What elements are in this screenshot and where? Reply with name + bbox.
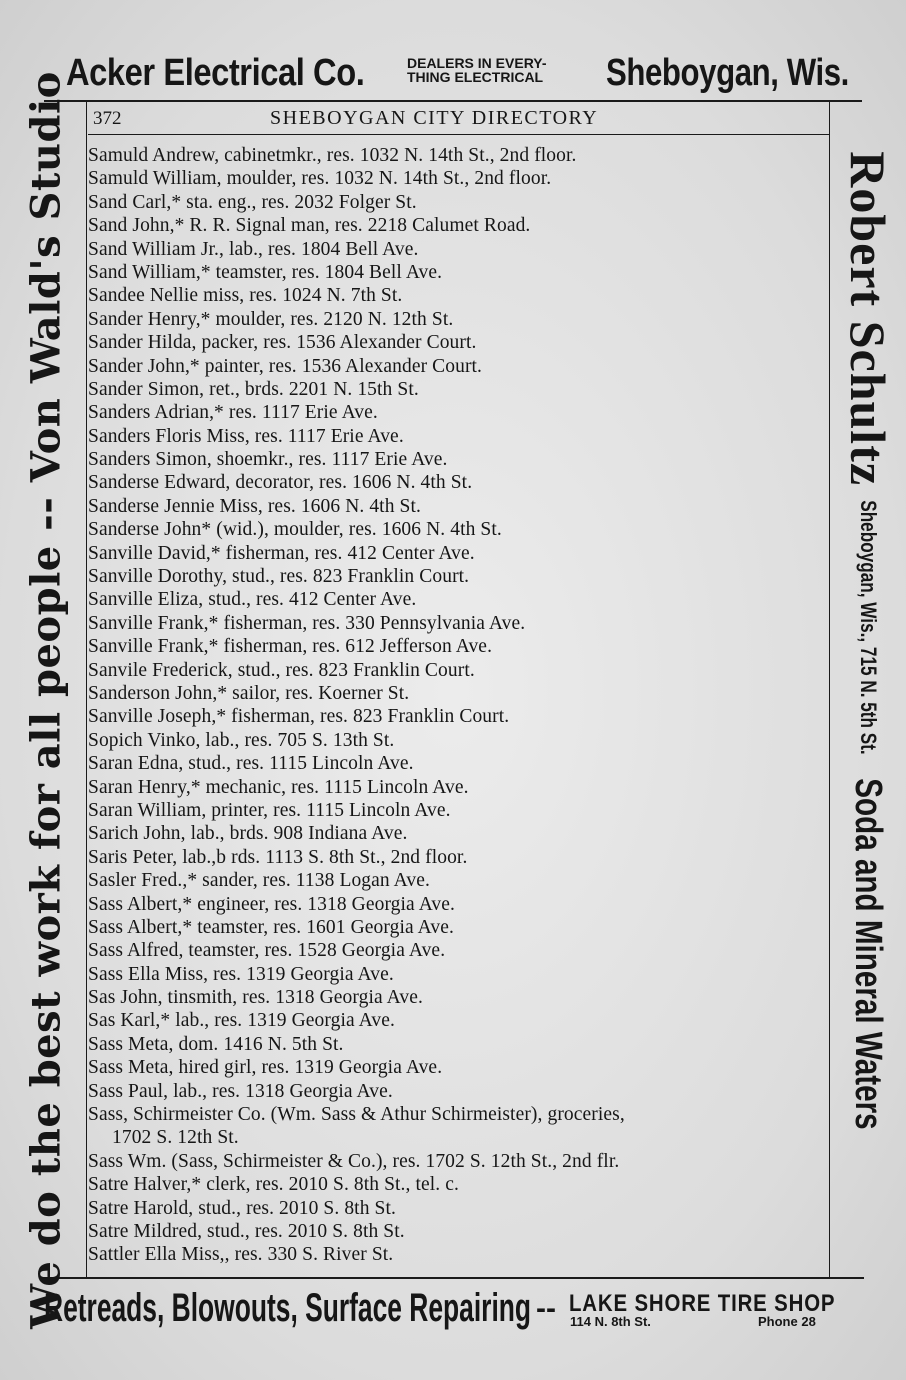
directory-entry: Sand William Jr., lab., res. 1804 Bell Ave. (88, 238, 419, 260)
directory-entry: Saran Edna, stud., res. 1115 Lincoln Ave. (88, 753, 414, 775)
directory-entry: Sanville David,* fisherman, res. 412 Center Ave. (88, 542, 475, 564)
directory-entry: Sander Simon, ret., brds. 2201 N. 15th St. (88, 378, 419, 400)
right-ad-product: Soda and Mineral Waters (847, 778, 890, 1130)
directory-entry: Sattler Ella Miss,, res. 330 S. River St. (88, 1244, 394, 1266)
frame-bottom-rule (40, 1277, 864, 1279)
right-ad-name: Robert Schultz (840, 151, 896, 487)
directory-entry: Samuld William, moulder, res. 1032 N. 14th St., 2nd floor. (88, 168, 552, 190)
directory-entry: Sander Henry,* moulder, res. 2120 N. 12th St. (88, 308, 454, 330)
directory-entry: Saran Henry,* mechanic, res. 1115 Lincoln Ave. (88, 776, 469, 798)
top-ad-dealers-line2: THING ELECTRICAL (407, 69, 544, 85)
directory-entry: Satre Mildred, stud., res. 2010 S. 8th St. (88, 1220, 405, 1242)
directory-entry: Sanders Adrian,* res. 1117 Erie Ave. (88, 402, 378, 424)
page-title: SHEBOYGAN CITY DIRECTORY (270, 107, 599, 129)
top-ad-company: Acker Electrical Co. (66, 52, 365, 94)
bottom-ad-shop: LAKE SHORE TIRE SHOP (569, 1290, 836, 1317)
right-margin-ad-text (839, 151, 897, 1229)
directory-entry: Sanville Frank,* fisherman, res. 612 Jefferson Ave. (88, 636, 493, 658)
directory-entry: Sass Albert,* engineer, res. 1318 Georgia Ave. (88, 893, 456, 915)
bottom-ad-phone: Phone 28 (758, 1314, 816, 1329)
bottom-ad-separator: -- (536, 1292, 556, 1325)
directory-entry: 1702 S. 12th St. (112, 1127, 239, 1149)
directory-entry: Sander Hilda, packer, res. 1536 Alexander Court. (88, 332, 477, 354)
bottom-ad-services: Retreads, Blowouts, Surface Repairing (44, 1286, 532, 1330)
directory-entry: Sandee Nellie miss, res. 1024 N. 7th St. (88, 285, 403, 307)
directory-entry: Sanderse Jennie Miss, res. 1606 N. 4th St. (88, 495, 421, 517)
directory-entry: Sass Wm. (Sass, Schirmeister & Co.), res. 1702 S. 12th St., 2nd flr. (88, 1150, 620, 1172)
top-ad-city: Sheboygan, Wis. (606, 52, 849, 94)
directory-entry: Sasler Fred.,* sander, res. 1138 Logan Ave. (88, 870, 430, 892)
directory-entries (88, 144, 828, 1267)
directory-entry: Satre Harold, stud., res. 2010 S. 8th St. (88, 1197, 396, 1219)
directory-entry: Sand John,* R. R. Signal man, res. 2218 Calumet Road. (88, 215, 531, 237)
right-margin-ad (832, 100, 904, 1280)
directory-entry: Sas Karl,* lab., res. 1319 Georgia Ave. (88, 1010, 395, 1032)
directory-entry: Sanders Simon, shoemkr., res. 1117 Erie Ave. (88, 449, 448, 471)
directory-entry: Sanville Eliza, stud., res. 412 Center Ave. (88, 589, 417, 611)
directory-entry: Sopich Vinko, lab., res. 705 S. 13th St. (88, 729, 395, 751)
top-ad-dealers-line1: DEALERS IN EVERY- (407, 55, 547, 71)
directory-entry: Sass Ella Miss, res. 1319 Georgia Ave. (88, 963, 394, 985)
frame-right-rule (829, 100, 830, 1278)
directory-entry: Sass Alfred, teamster, res. 1528 Georgia Ave. (88, 940, 446, 962)
left-margin-ad-text: We do the best work for all people -- Von Wald's Studio (22, 71, 70, 1329)
page-number: 372 (93, 108, 122, 129)
frame-header-rule (88, 134, 830, 135)
directory-entry: Samuld Andrew, cabinetmkr., res. 1032 N. 14th St., 2nd floor. (88, 145, 577, 166)
top-ad-dealers (407, 56, 547, 84)
directory-entry: Sanville Dorothy, stud., res. 823 Franklin Court. (88, 566, 470, 588)
directory-entry: Sas John, tinsmith, res. 1318 Georgia Ave. (88, 987, 423, 1009)
directory-entry: Sander John,* painter, res. 1536 Alexander Court. (88, 355, 483, 377)
directory-entry: Saris Peter, lab.,b rds. 1113 S. 8th St., 2nd floor. (88, 846, 468, 868)
directory-entry: Saran William, printer, res. 1115 Lincoln Ave. (88, 799, 451, 821)
directory-entry: Sanville Joseph,* fisherman, res. 823 Franklin Court. (88, 706, 510, 728)
directory-entry: Sanderse John* (wid.), moulder, res. 1606 N. 4th St. (88, 519, 502, 541)
directory-entry: Sanville Frank,* fisherman, res. 330 Pennsylvania Ave. (88, 612, 526, 634)
directory-entry: Sarich John, lab., brds. 908 Indiana Ave. (88, 823, 408, 845)
directory-entry: Sanderson John,* sailor, res. Koerner St. (88, 682, 410, 704)
directory-entry: Satre Halver,* clerk, res. 2010 S. 8th St., tel. c. (88, 1174, 459, 1196)
directory-entry: Sass Meta, dom. 1416 N. 5th St. (88, 1033, 344, 1055)
directory-entry: Sass, Schirmeister Co. (Wm. Sass & Athur Schirmeister), groceries, (88, 1104, 625, 1126)
left-margin-ad (6, 71, 86, 1329)
directory-entry: Sanvile Frederick, stud., res. 823 Franklin Court. (88, 659, 475, 681)
frame-left-rule (86, 100, 87, 1278)
directory-entry: Sand Carl,* sta. eng., res. 2032 Folger St. (88, 191, 417, 213)
directory-entry: Sass Meta, hired girl, res. 1319 Georgia Ave. (88, 1057, 443, 1079)
directory-entry: Sand William,* teamster, res. 1804 Bell Ave. (88, 261, 443, 283)
bottom-ad-address: 114 N. 8th St. (570, 1314, 651, 1329)
directory-entry: Sass Paul, lab., res. 1318 Georgia Ave. (88, 1080, 393, 1102)
directory-entry: Sanders Floris Miss, res. 1117 Erie Ave. (88, 425, 404, 447)
directory-entry: Sass Albert,* teamster, res. 1601 Georgia Ave. (88, 916, 454, 938)
directory-entry: Sanderse Edward, decorator, res. 1606 N. 4th St. (88, 472, 473, 494)
right-ad-address: Sheboygan, Wis., 715 N. 5th St. (856, 500, 881, 755)
frame-top-rule (44, 100, 862, 102)
